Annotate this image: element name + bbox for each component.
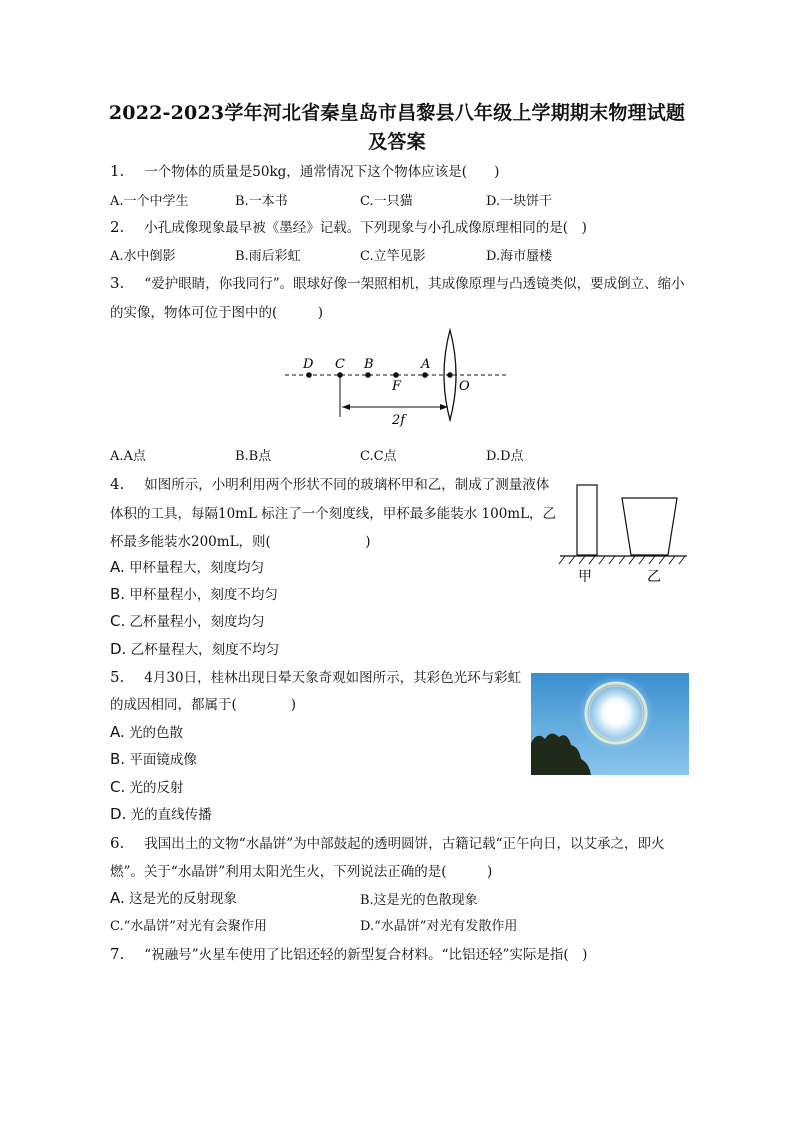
option-text: 乙杯量程大，刻度不均匀 [130,642,280,658]
question-text: 一个物体的质量是50kg，通常情况下这个物体应该是( ) [144,164,500,180]
question-2 [110,216,587,236]
q2-option-d: D.海市蜃楼 [486,249,553,264]
question-4 [110,473,549,493]
sun-halo-photo [531,673,689,775]
lens-diagram [280,325,520,435]
option-letter: A. [110,723,125,741]
q6-option-a [110,887,237,907]
point-o [447,372,453,378]
question-text: “爱护眼睛，你我同行”。眼球好像一架照相机，其成像原理与凸透镜类似，要成倒立、缩小 [144,276,685,292]
question-text: 小孔成像现象最早被《墨经》记载。下列现象与小孔成像原理相同的是( ) [144,220,587,236]
label-c: C [335,357,345,372]
option-text: 这是光的反射现象 [129,891,238,907]
label-b: B [364,357,374,372]
question-3-line2: 的实像，物体可位于图中的( ) [110,305,324,321]
q2-option-a: A.水中倒影 [110,249,176,264]
question-4-line2: 体积的工具，每隔10mL 标注了一个刻度线，甲杯最多能装水 100mL，乙 [110,506,557,522]
cup-yi [622,498,677,555]
q4-option-d [110,638,279,658]
q1-option-b: B.一本书 [235,194,288,209]
q4-option-b [110,583,278,603]
arrowhead-left [342,404,350,410]
option-text: 光的色散 [129,725,184,741]
question-number: 3. [110,274,125,292]
point-a [422,372,428,378]
label-d: D [303,357,314,372]
point-b [365,372,371,378]
question-7 [110,943,587,963]
question-4-line3: 杯最多能装水200mL，则( ) [110,534,371,550]
question-number: 4. [110,475,125,493]
q5-option-b [110,748,197,768]
option-text: 甲杯量程大，刻度均匀 [129,560,265,576]
q5-option-d [110,803,212,823]
q3-option-a: A.A点 [110,449,146,464]
option-letter: D. [110,640,127,658]
question-6 [110,832,665,852]
page-title: 2022-2023学年河北省秦皇岛市昌黎县八年级上学期期末物理试题 [108,102,686,124]
question-1 [110,160,499,180]
question-text: 如图所示，小明利用两个形状不同的玻璃杯甲和乙，制成了测量液体 [144,477,550,493]
option-text: 乙杯量程小，刻度均匀 [129,614,265,630]
q6-option-b: B.这是光的色散现象 [360,893,478,908]
q1-option-a: A.一个中学生 [110,194,189,209]
question-number: 7. [110,945,125,963]
q2-option-b: B.雨后彩虹 [235,249,301,264]
question-5-line2: 的成因相同，都属于( ) [110,697,297,713]
page-title-line2: 及答案 [368,131,426,153]
question-6-line2: 燃”。关于“水晶饼”利用太阳光生火，下列说法正确的是( ) [110,864,493,880]
point-f [393,372,399,378]
question-number: 2. [110,218,125,236]
label-o: O [459,379,470,394]
q5-option-c [110,776,184,796]
option-text: 光的直线传播 [130,807,212,823]
option-letter: C. [110,612,126,630]
q6-option-c: C.“水晶饼”对光有会聚作用 [110,919,267,934]
option-text: 平面镜成像 [129,752,197,768]
question-number: 1. [110,162,125,180]
question-5 [110,666,521,686]
option-letter: B. [110,750,126,768]
option-letter: A. [110,889,125,907]
option-letter: D. [110,805,127,823]
cup-jia [577,485,597,555]
sun-icon [606,703,626,723]
q4-option-c [110,610,265,630]
question-text: 4月30日，桂林出现日晕天象奇观如图所示，其彩色光环与彩虹 [144,670,522,686]
q3-option-b: B.B点 [235,449,272,464]
q4-option-a [110,556,264,576]
question-3 [110,272,685,292]
question-number: 6. [110,834,125,852]
question-number: 5. [110,668,125,686]
question-text: “祝融号”火星车使用了比铝还轻的新型复合材料。“比铝还轻”实际是指( ) [144,947,588,963]
option-text: 甲杯量程小，刻度不均匀 [129,587,278,603]
option-letter: A. [110,558,125,576]
point-d [306,372,312,378]
label-yi: 乙 [647,569,661,585]
q5-option-a [110,721,183,741]
table-hatching [559,556,685,564]
option-letter: B. [110,585,126,603]
option-text: 光的反射 [129,780,184,796]
q2-option-c: C.立竿见影 [360,249,426,264]
label-2f: 2f [392,413,406,428]
option-letter: C. [110,778,126,796]
q1-option-c: C.一只猫 [360,194,413,209]
q6-option-d: D.“水晶饼”对光有发散作用 [360,919,518,934]
q1-option-d: D.一块饼干 [486,194,553,209]
q3-option-d: D.D点 [486,449,524,464]
label-f: F [392,379,402,394]
q3-option-c: C.C点 [360,449,397,464]
cups-diagram [555,478,695,588]
label-a: A [421,357,431,372]
question-text: 我国出土的文物“水晶饼”为中部鼓起的透明圆饼，古籍记载“正午向日，以艾承之，即火 [144,836,665,852]
label-jia: 甲 [578,569,592,585]
